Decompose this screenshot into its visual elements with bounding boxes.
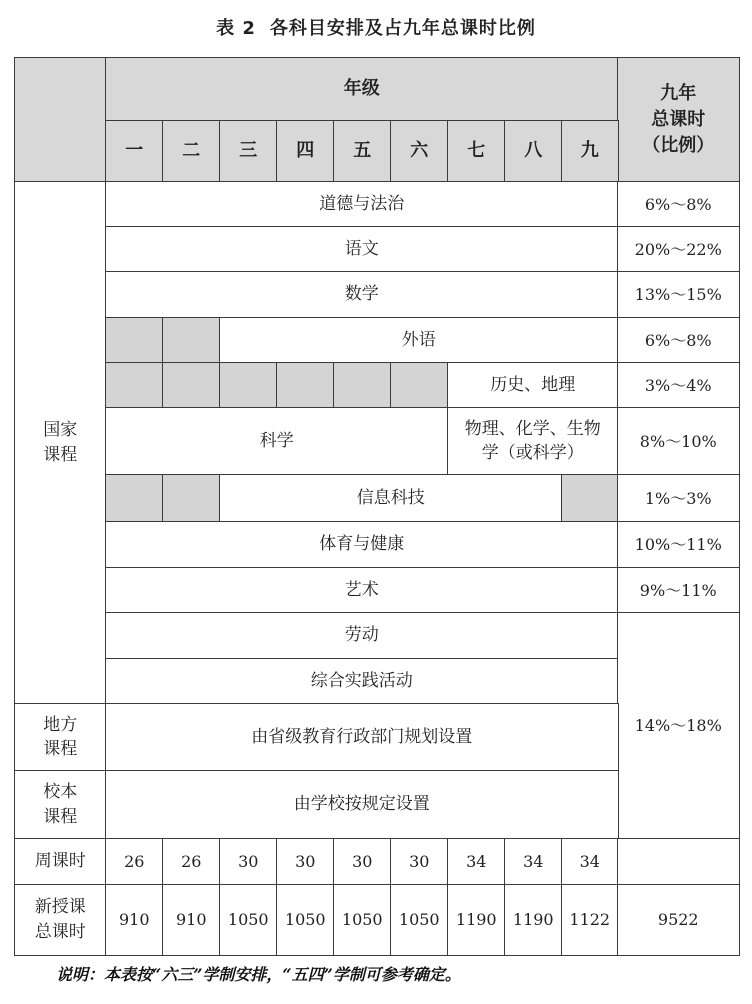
new-hours-grade-4-text: 1050 xyxy=(284,910,326,930)
subject-it xyxy=(219,474,563,523)
new-hours-grade-7 xyxy=(447,884,506,956)
header-corner xyxy=(14,57,107,183)
subject-science-primary-text: 科学 xyxy=(259,430,294,451)
ratio-history-geography xyxy=(617,362,740,409)
weekly-hours-label xyxy=(14,838,107,886)
header-grade xyxy=(105,57,619,122)
weekly-hours-grade-9 xyxy=(561,838,619,886)
grade-header-9 xyxy=(561,120,619,183)
weekly-hours-grade-1 xyxy=(105,838,164,886)
new-hours-grade-1 xyxy=(105,884,164,956)
weekly-hours-grade-8 xyxy=(504,838,563,886)
subject-foreign-language-text: 外语 xyxy=(401,329,436,350)
ratio-shared xyxy=(617,612,740,840)
weekly-hours-grade-3-text: 30 xyxy=(238,852,259,872)
ratio-arts xyxy=(617,567,740,614)
weekly-hours-grade-6-text: 30 xyxy=(409,852,430,872)
ratio-morality-law xyxy=(617,181,740,228)
new-hours-grade-8-text: 1190 xyxy=(512,910,554,930)
ratio-arts-text: 9%～11% xyxy=(639,580,717,600)
subject-morality-law-text: 道德与法治 xyxy=(319,193,405,214)
subject-practice-text: 综合实践活动 xyxy=(310,670,413,691)
weekly-hours-grade-8-text: 34 xyxy=(523,852,544,872)
new-hours-grade-7-text: 1190 xyxy=(455,910,497,930)
subject-practice xyxy=(105,658,619,705)
shaded-cell xyxy=(162,474,221,523)
ratio-chinese xyxy=(617,226,740,273)
grade-header-5 xyxy=(333,120,392,183)
school-setting-text: 由学校按规定设置 xyxy=(293,794,430,815)
grade-header-4-text: 四 xyxy=(296,140,315,162)
shaded-cell xyxy=(162,362,221,409)
local-setting-text: 由省级教育行政部门规划设置 xyxy=(251,726,473,747)
subject-labor-text: 劳动 xyxy=(344,625,379,646)
weekly-hours-grade-6 xyxy=(390,838,449,886)
weekly-hours-grade-7 xyxy=(447,838,506,886)
grade-header-1-text: 一 xyxy=(125,140,144,162)
shaded-cell xyxy=(162,317,221,364)
weekly-hours-grade-3 xyxy=(219,838,278,886)
ratio-math xyxy=(617,271,740,319)
subject-arts xyxy=(105,567,619,614)
shaded-cell xyxy=(390,362,449,409)
ratio-shared-text: 14%～18% xyxy=(634,716,722,736)
grade-header-7-text: 七 xyxy=(467,140,486,162)
new-hours-grade-3-text: 1050 xyxy=(227,910,269,930)
grade-header-8 xyxy=(504,120,563,183)
shaded-cell xyxy=(219,362,278,409)
row-group-national-text: 国家 课程 xyxy=(43,420,78,465)
subject-science-secondary-text: 物理、化学、生物 学（或科学） xyxy=(464,418,601,464)
subject-it-text: 信息科技 xyxy=(356,487,425,508)
ratio-pe-health xyxy=(617,521,740,569)
weekly-hours-grade-2 xyxy=(162,838,221,886)
ratio-math-text: 13%～15% xyxy=(634,285,722,305)
grade-header-1 xyxy=(105,120,164,183)
row-group-national xyxy=(14,181,107,705)
grade-header-5-text: 五 xyxy=(353,140,372,162)
grade-header-8-text: 八 xyxy=(524,140,543,162)
grade-header-6 xyxy=(390,120,449,183)
subject-math-text: 数学 xyxy=(344,284,379,305)
grade-header-2 xyxy=(162,120,221,183)
new-hours-grade-5-text: 1050 xyxy=(341,910,383,930)
subject-chinese xyxy=(105,226,619,273)
subject-arts-text: 艺术 xyxy=(344,579,379,600)
weekly-hours-label-text: 周课时 xyxy=(34,851,86,872)
ratio-science-text: 8%～10% xyxy=(639,431,717,451)
weekly-hours-grade-7-text: 34 xyxy=(466,852,487,872)
row-group-local-text: 地方 课程 xyxy=(43,714,78,760)
weekly-hours-grade-1-text: 26 xyxy=(124,852,145,872)
grade-header-2-text: 二 xyxy=(182,140,201,162)
grade-header-6-text: 六 xyxy=(410,140,429,162)
shaded-cell xyxy=(105,362,164,409)
table-note: 说明：本表按“六三”学制安排，“五四”学制可参考确定。 xyxy=(56,965,461,984)
weekly-hours-grade-9-text: 34 xyxy=(579,852,600,872)
grade-header-4 xyxy=(276,120,335,183)
shaded-cell xyxy=(561,474,619,523)
ratio-history-geography-text: 3%～4% xyxy=(644,375,712,395)
subject-math xyxy=(105,271,619,319)
shaded-cell xyxy=(333,362,392,409)
shaded-cell xyxy=(276,362,335,409)
subject-history-geography-text: 历史、地理 xyxy=(490,374,576,395)
new-hours-grade-4 xyxy=(276,884,335,956)
new-hours-grade-2-text: 910 xyxy=(175,910,207,930)
header-grade-text: 年级 xyxy=(343,78,380,100)
row-group-school xyxy=(14,770,107,840)
new-hours-grade-9 xyxy=(561,884,619,956)
new-hours-total xyxy=(617,884,740,956)
weekly-hours-grade-4-text: 30 xyxy=(295,852,316,872)
caption-title: 各科目安排及占九年总课时比例 xyxy=(269,18,536,39)
new-hours-total-text: 9522 xyxy=(657,910,699,930)
shaded-cell xyxy=(105,474,164,523)
weekly-hours-grade-5-text: 30 xyxy=(352,852,373,872)
subject-labor xyxy=(105,612,619,660)
subject-chinese-text: 语文 xyxy=(344,238,379,259)
weekly-hours-grade-4 xyxy=(276,838,335,886)
shaded-cell xyxy=(105,317,164,364)
header-total-ratio-text: 九年 总课时 （比例） xyxy=(642,82,715,156)
ratio-morality-law-text: 6%～8% xyxy=(644,194,712,214)
grade-header-7 xyxy=(447,120,506,183)
subject-science-primary xyxy=(105,407,449,476)
subject-science-secondary xyxy=(447,407,619,476)
grade-header-3 xyxy=(219,120,278,183)
grade-header-3-text: 三 xyxy=(239,140,258,162)
row-group-local xyxy=(14,703,107,772)
new-hours-grade-9-text: 1122 xyxy=(569,910,611,930)
new-hours-grade-3 xyxy=(219,884,278,956)
caption-label: 表 2 xyxy=(216,18,256,39)
new-hours-label xyxy=(14,884,107,956)
ratio-pe-health-text: 10%～11% xyxy=(634,535,722,555)
ratio-foreign-language-text: 6%～8% xyxy=(644,330,712,350)
ratio-it xyxy=(617,474,740,523)
subject-morality-law xyxy=(105,181,619,228)
weekly-hours-grade-2-text: 26 xyxy=(181,852,202,872)
new-hours-grade-8 xyxy=(504,884,563,956)
subject-foreign-language xyxy=(219,317,619,364)
weekly-hours-total xyxy=(617,838,740,886)
new-hours-grade-2 xyxy=(162,884,221,956)
ratio-it-text: 1%～3% xyxy=(644,488,712,508)
school-setting xyxy=(105,770,619,840)
subject-pe-health xyxy=(105,521,619,569)
weekly-hours-grade-5 xyxy=(333,838,392,886)
subject-pe-health-text: 体育与健康 xyxy=(319,534,405,555)
ratio-foreign-language xyxy=(617,317,740,364)
row-group-school-text: 校本 课程 xyxy=(43,782,78,827)
subject-history-geography xyxy=(447,362,619,409)
new-hours-grade-5 xyxy=(333,884,392,956)
new-hours-label-text: 新授课 总课时 xyxy=(34,897,86,942)
header-total-ratio xyxy=(617,57,740,183)
new-hours-grade-6 xyxy=(390,884,449,956)
local-setting xyxy=(105,703,619,772)
ratio-chinese-text: 20%～22% xyxy=(634,239,722,259)
new-hours-grade-1-text: 910 xyxy=(118,910,150,930)
grade-header-9-text: 九 xyxy=(580,140,599,162)
new-hours-grade-6-text: 1050 xyxy=(398,910,440,930)
ratio-science xyxy=(617,407,740,476)
